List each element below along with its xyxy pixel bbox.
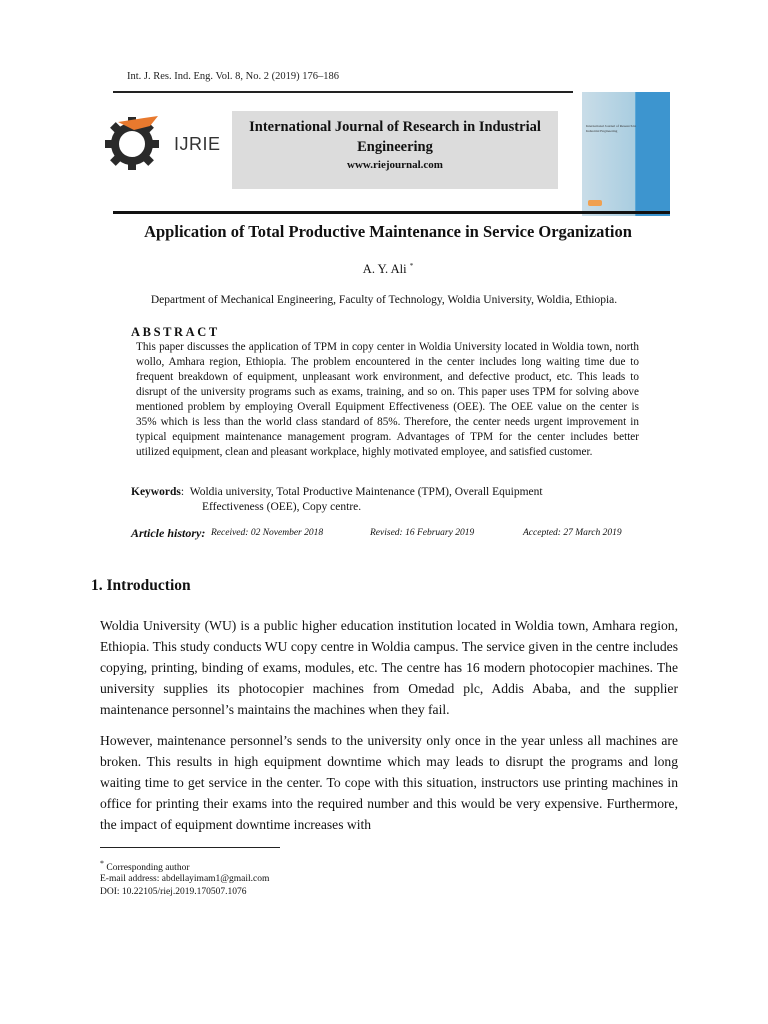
cover-logo-icon	[588, 200, 602, 206]
journal-banner	[232, 111, 558, 189]
journal-cover-thumbnail	[582, 92, 670, 216]
history-received: Received: 02 November 2018	[211, 528, 324, 538]
footnote-rule	[100, 847, 280, 848]
keywords-line2: Effectiveness (OEE), Copy centre.	[202, 501, 362, 513]
history-label: Article history:	[131, 526, 206, 540]
abstract-heading: ABSTRACT	[131, 325, 220, 339]
footnote-mark: *	[100, 859, 104, 868]
history-accepted: Accepted: 27 March 2019	[523, 528, 622, 538]
cover-title: International Journal of Research in Industrial Engineering	[586, 124, 637, 133]
footnote-corresponding	[100, 858, 190, 874]
author-line	[0, 262, 768, 277]
keywords-line1: Woldia university, Total Productive Maintenance (TPM), Overall Equipment	[189, 486, 543, 498]
logo-wordmark: IJRIE	[174, 134, 221, 154]
affiliation: Department of Mechanical Engineering, Faculty of Technology, Woldia University, Woldia, Ethiopia.	[150, 294, 618, 306]
section-heading: 1. Introduction	[91, 577, 191, 594]
journal-name: International Journal of Research in Industrial Engineering	[249, 119, 541, 155]
gear-icon	[104, 114, 168, 170]
journal-logo	[104, 118, 222, 170]
article-history	[131, 526, 622, 541]
author-mark: *	[409, 262, 414, 270]
abstract-text: This paper discusses the application of TPM in copy center in Woldia University located in Woldia town, north wollo, Amhara region, Ethiopia. The problem encountered in the center includes long waiting time due to frequent breakdown of equipment, unpleasant work environment, and defective product, etc. This leads to disrupt of the university programs such as exams, training, and so on. This paper uses TPM for solving above mentioned problem by employing Overall Equipment Effectiveness (OEE). The OEE value on the center is 35% which is less than the world class standard of 85%. Therefore, the center needs urgent improvement in typical equipment maintenance management program. Advantages of TPM for the center includes better utilized equipment, clean and pleasant workplace, highly motivated employee, and satisfied customer.	[136, 341, 639, 458]
title-rule	[113, 211, 670, 214]
journal-citation: Int. J. Res. Ind. Eng. Vol. 8, No. 2 (2019) 176–186	[127, 71, 339, 82]
history-revised: Revised: 16 February 2019	[370, 528, 475, 538]
keywords-block: Keywords: Woldia university, Total Productive Maintenance (TPM), Overall Equipment Effectiveness (OEE), Copy centre.	[131, 485, 639, 515]
intro-paragraph-2: However, maintenance personnel’s sends to the university only once in the year unless all machines are broken. This results in high equipment downtime which may leads to disrupt the programs and long waiting time to get service in the center. To cope with this situation, instructors use printing machines in office for printing their exams into the required number and this would be very expensive. Furthermore, the impact of equipment downtime increases with	[100, 733, 678, 832]
article-title: Application of Total Productive Maintenance in Service Organization	[144, 222, 632, 241]
footnote-doi[interactable]: DOI: 10.22105/riej.2019.170507.1076	[100, 887, 247, 897]
author-name: A. Y. Ali	[362, 262, 407, 277]
intro-paragraph-1: Woldia University (WU) is a public higher education institution located in Woldia town, Amhara region, Ethiopia. This study conducts WU copy centre in Woldia campus. The service given in the centre includes copying, printing, binding of exams, modules, etc. The centre has 16 modern photocopier machines. The university supplies its photocopier machines from Omedad plc, Addis Ababa, and the supplier maintenance personnel’s maintains the machines when they fail.	[100, 618, 678, 717]
footnote-corresponding-text: Corresponding author	[106, 863, 190, 874]
footnote-email[interactable]: E-mail address: abdellayimam1@gmail.com	[100, 874, 270, 884]
header-rule	[113, 91, 573, 93]
keywords-label: Keywords	[131, 486, 181, 498]
journal-url[interactable]: www.riejournal.com	[347, 159, 443, 171]
cover-strip	[636, 92, 670, 216]
